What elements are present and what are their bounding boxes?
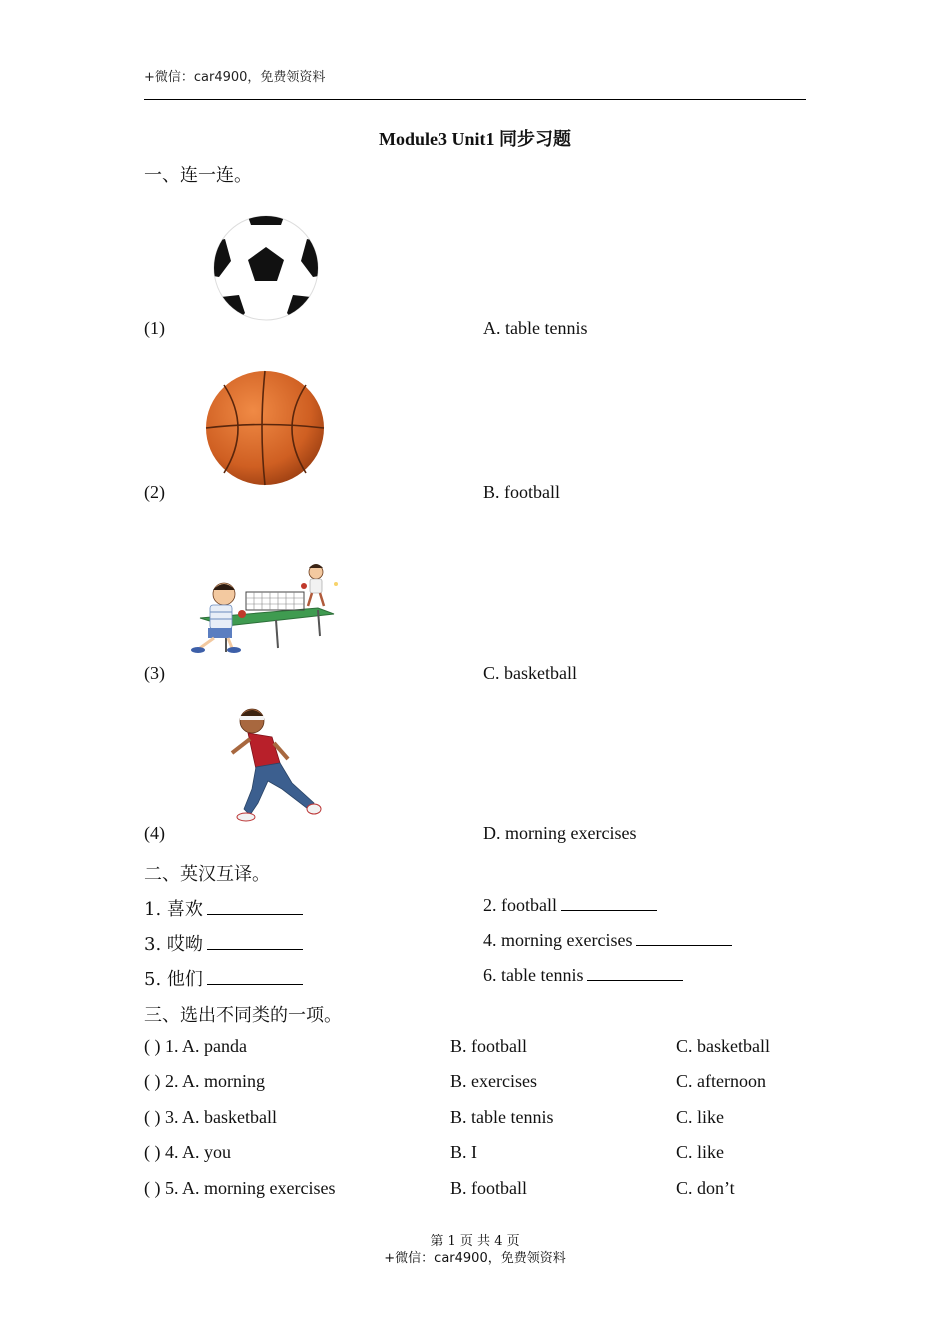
choice-b: B. table tennis — [450, 1107, 554, 1127]
match-option: C. basketball — [483, 663, 577, 683]
translate-item: 5. 他们 — [144, 965, 303, 991]
footer-note: +微信：car4900，免费领资料 — [384, 1251, 566, 1266]
answer-blank[interactable] — [636, 930, 732, 946]
soccer-ball-icon — [211, 213, 321, 323]
answer-blank[interactable] — [207, 934, 303, 950]
match-option: A. table tennis — [483, 318, 588, 338]
choice-c: C. like — [676, 1107, 724, 1127]
match-option: B. football — [483, 482, 560, 502]
choice-a: ( ) 3. A. basketball — [144, 1107, 277, 1127]
section2-heading: 二、英汉互译。 — [144, 864, 270, 885]
match-item-number: (4) — [144, 823, 165, 843]
choice-a: ( ) 1. A. panda — [144, 1036, 247, 1056]
header-note: +微信：car4900，免费领资料 — [144, 70, 326, 85]
translate-item: 6. table tennis — [483, 965, 683, 986]
translate-item: 2. football — [483, 895, 657, 916]
answer-blank[interactable] — [207, 899, 303, 915]
choice-c: C. like — [676, 1142, 724, 1162]
running-boy-icon — [222, 703, 326, 827]
basketball-icon — [204, 369, 326, 487]
choice-b: B. football — [450, 1036, 527, 1056]
choice-a: ( ) 5. A. morning exercises — [144, 1178, 336, 1198]
answer-blank[interactable] — [207, 969, 303, 985]
choice-a: ( ) 4. A. you — [144, 1142, 231, 1162]
choice-c: C. basketball — [676, 1036, 770, 1056]
choice-c: C. don’t — [676, 1178, 735, 1198]
choice-b: B. football — [450, 1178, 527, 1198]
section3-heading: 三、选出不同类的一项。 — [144, 1005, 342, 1026]
choice-b: B. exercises — [450, 1071, 537, 1091]
choice-c: C. afternoon — [676, 1071, 766, 1091]
page-number: 第 1 页 共 4 页 — [430, 1234, 520, 1249]
match-option: D. morning exercises — [483, 823, 637, 843]
table-tennis-players-icon — [186, 562, 344, 656]
page-title: Module3 Unit1 同步习题 — [378, 129, 571, 149]
answer-blank[interactable] — [587, 965, 683, 981]
answer-blank[interactable] — [561, 895, 657, 911]
match-item-number: (1) — [144, 318, 165, 338]
translate-item: 1. 喜欢 — [144, 895, 303, 921]
header-divider — [144, 99, 806, 100]
choice-b: B. I — [450, 1142, 477, 1162]
choice-a: ( ) 2. A. morning — [144, 1071, 265, 1091]
match-item-number: (3) — [144, 663, 165, 683]
translate-item: 4. morning exercises — [483, 930, 732, 951]
match-item-number: (2) — [144, 482, 165, 502]
section1-heading: 一、连一连。 — [144, 165, 252, 186]
translate-item: 3. 哎呦 — [144, 930, 303, 956]
